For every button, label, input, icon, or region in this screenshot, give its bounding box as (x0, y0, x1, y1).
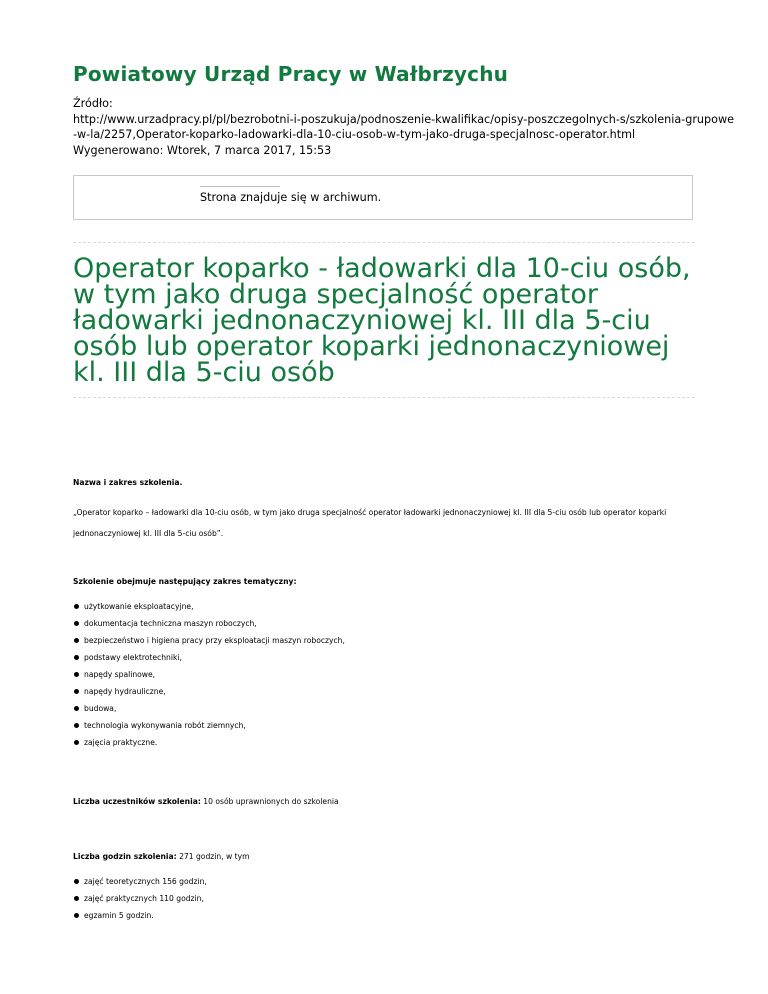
section-heading-topics: Szkolenie obejmuje następujący zakres tematyczny: (73, 577, 297, 586)
list-item: budowa, (73, 700, 345, 717)
list-item: użytkowanie eksploatacyjne, (73, 598, 345, 615)
archive-notice-box (73, 175, 693, 220)
course-name-line-2: jednonaczyniowej kl. III dla 5-ciu osób”. (73, 529, 224, 538)
hours-value: 271 godzin, w tym (176, 852, 250, 861)
source-label: Źródło: (73, 97, 113, 110)
hours-list (73, 873, 207, 924)
list-item: napędy spalinowe, (73, 666, 345, 683)
archive-divider (200, 186, 280, 187)
list-item: zajęć teoretycznych 156 godzin, (73, 873, 207, 890)
generated-date: Wygenerowano: Wtorek, 7 marca 2017, 15:53 (73, 143, 332, 157)
participants-label: Liczba uczestników szkolenia: (73, 797, 201, 806)
list-item: dokumentacja techniczna maszyn roboczych, (73, 615, 345, 632)
topics-list (73, 598, 345, 751)
list-item: zajęć praktycznych 110 godzin, (73, 890, 207, 907)
list-item: technologia wykonywania robót ziemnych, (73, 717, 345, 734)
hours-label: Liczba godzin szkolenia: (73, 852, 177, 861)
hours-line (73, 852, 250, 861)
list-item: egzamin 5 godzin. (73, 907, 207, 924)
archive-notice: Strona znajduje się w archiwum. (200, 191, 382, 204)
course-name-line-1: „Operator koparko – ładowarki dla 10-ciu osób, w tym jako druga specjalność operator ładowarki jednonaczyniowej kl. III dla 5-ciu osób lub operator koparki (73, 508, 667, 517)
section-heading-name: Nazwa i zakres szkolenia. (73, 478, 183, 487)
source-url-line-2[interactable]: -w-la/2257,Operator-koparko-ladowarki-dla-10-ciu-osob-w-tym-jako-druga-specjalnosc-operator.html (73, 128, 636, 141)
page-title: Operator koparko - ładowarki dla 10-ciu osób, w tym jako druga specjalność operator ładowarki jednonaczyniowej kl. III dla 5-ciu osób lub operator koparki jednonaczyniowej kl. III dla 5-ciu osób (73, 253, 691, 388)
list-item: zajęcia praktyczne. (73, 734, 345, 751)
title-divider-bottom (73, 397, 695, 398)
participants-line (73, 797, 339, 806)
source-url-line-1[interactable]: http://www.urzadpracy.pl/pl/bezrobotni-i-poszukuja/podnoszenie-kwalifikac/opisy-poszczegolnych-s/szkolenia-grupowe (73, 112, 734, 126)
title-divider-top (73, 242, 695, 243)
page-meta (73, 96, 734, 158)
course-name-paragraph (73, 502, 695, 544)
list-item: napędy hydrauliczne, (73, 683, 345, 700)
list-item: bezpieczeństwo i higiena pracy przy eksploatacji maszyn roboczych, (73, 632, 345, 649)
participants-value: 10 osób uprawnionych do szkolenia (200, 797, 339, 806)
site-title: Powiatowy Urząd Pracy w Wałbrzychu (73, 62, 509, 86)
list-item: podstawy elektrotechniki, (73, 649, 345, 666)
